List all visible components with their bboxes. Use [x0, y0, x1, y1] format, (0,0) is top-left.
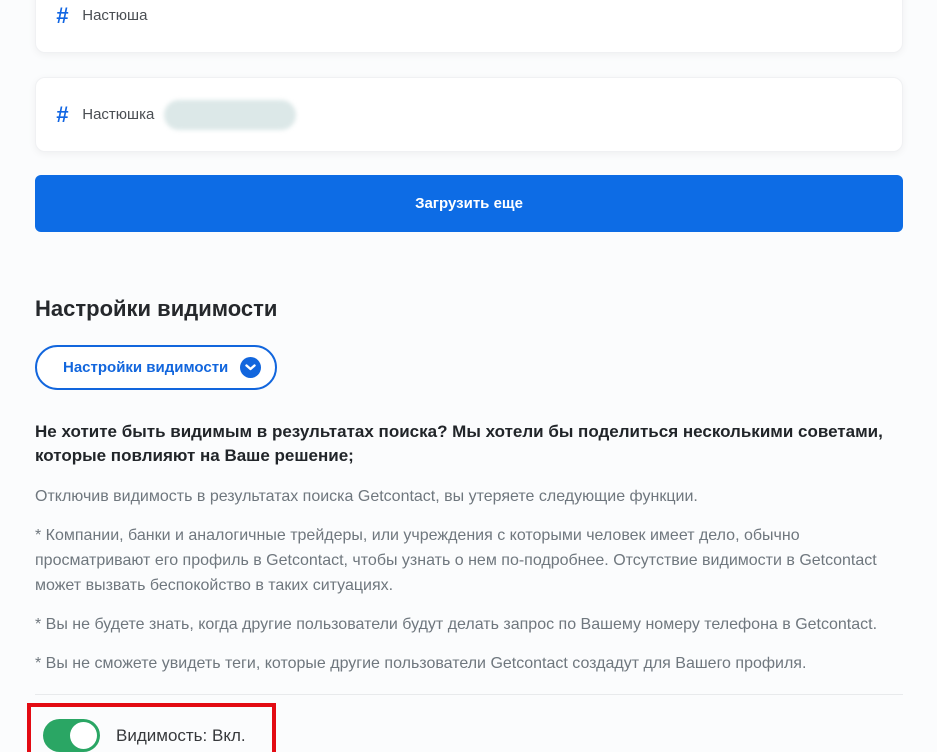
visibility-intro: Отключив видимость в результатах поиска Getcontact, вы утеряете следующие функции.	[35, 488, 698, 505]
load-more-button[interactable]: Загрузить еще	[35, 175, 903, 232]
dropdown-label: Настройки видимости	[63, 359, 229, 376]
hashtag-icon: #	[56, 2, 69, 28]
chevron-down-icon	[240, 357, 261, 378]
tag-label: Настюшка	[82, 106, 155, 123]
tag-card[interactable]	[35, 0, 903, 53]
page-content	[35, 0, 903, 752]
visibility-settings-dropdown[interactable]	[35, 345, 277, 390]
visibility-point: * Вы не будете знать, когда другие пользователи будут делать запрос по Вашему номеру телефона в Getcontact.	[35, 616, 878, 633]
toggle-knob	[70, 722, 97, 749]
visibility-point: * Вы не сможете увидеть теги, которые другие пользователи Getcontact создадут для Вашего профиля.	[35, 655, 807, 672]
redacted-text-blur	[164, 100, 296, 130]
visibility-point: * Компании, банки и аналогичные трейдеры, или учреждения с которыми человек имеет дело, обычно просматривают его профиль в Getcontact, чтобы узнать о нем по-подробнее. Отсутствие видимости в Getcontact может вызвать беспокойство в таких ситуациях.	[35, 527, 877, 594]
tag-label: Настюша	[82, 7, 148, 24]
visibility-toggle[interactable]	[43, 719, 100, 752]
visibility-intro-bold: Не хотите быть видимым в результатах поиска? Мы хотели бы поделиться несколькими советами, которые повлияют на Ваше решение;	[35, 422, 883, 465]
red-annotation-box	[27, 703, 276, 752]
visibility-settings-heading: Настройки видимости	[35, 296, 278, 321]
tag-card[interactable]	[35, 77, 903, 152]
divider	[35, 694, 903, 695]
visibility-toggle-label: Видимость: Вкл.	[116, 725, 246, 745]
hashtag-icon: #	[56, 101, 69, 127]
